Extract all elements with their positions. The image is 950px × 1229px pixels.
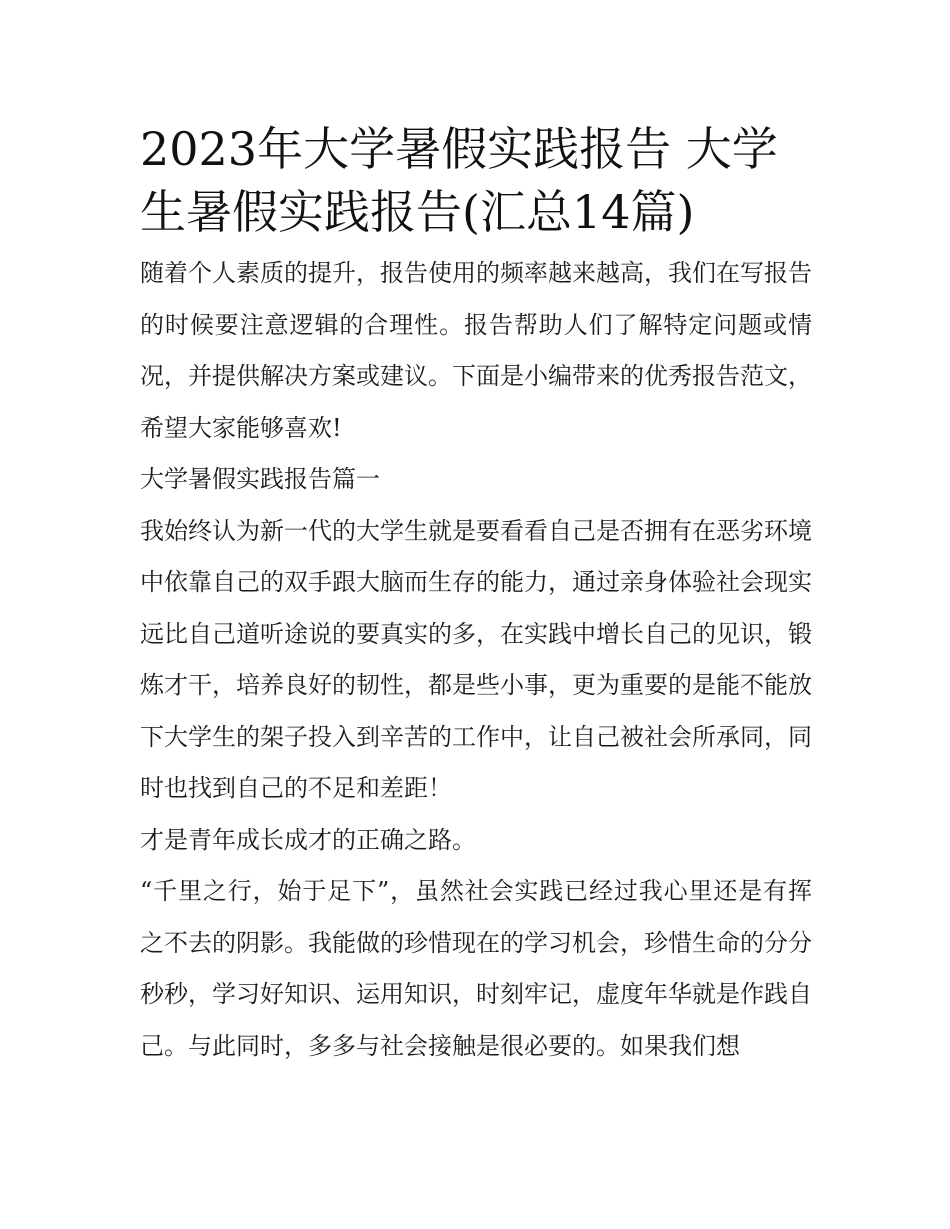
body-paragraph: 我始终认为新一代的大学生就是要看看自己是否拥有在恶劣环境中依靠自己的双手跟大脑而生存的能力，通过亲身体验社会现实远比自己道听途说的要真实的多，在实践中增长自己的见识，锻炼才干，培养良好的韧性，都是些小事，更为重要的是能不能放下大学生的架子投入到辛苦的工作中，让自己被社会所承同，同时也找到自己的不足和差距！ (140, 516, 812, 802)
body-paragraph: 才是青年成长成才的正确之路。 (140, 825, 476, 854)
document-title: 2023年大学暑假实践报告 大学生暑假实践报告(汇总14篇) (140, 122, 778, 239)
intro-paragraph: 随着个人素质的提升，报告使用的频率越来越高，我们在写报告的时候要注意逻辑的合理性。报告帮助人们了解特定问题或情况，并提供解决方案或建议。下面是小编带来的优秀报告范文，希望大家能够喜欢! (140, 259, 812, 442)
section-heading: 大学暑假实践报告篇一 (140, 465, 380, 493)
body-paragraph: “千里之行，始于足下”，虽然社会实践已经过我心里还是有挥之不去的阴影。我能做的珍惜现在的学习机会，珍惜生命的分分秒秒，学习好知识、运用知识，时刻牢记，虚度年华就是作践自己。与此同时，多多与社会接触是很必要的。如果我们想 (140, 877, 812, 1060)
document-body (140, 118, 812, 1072)
